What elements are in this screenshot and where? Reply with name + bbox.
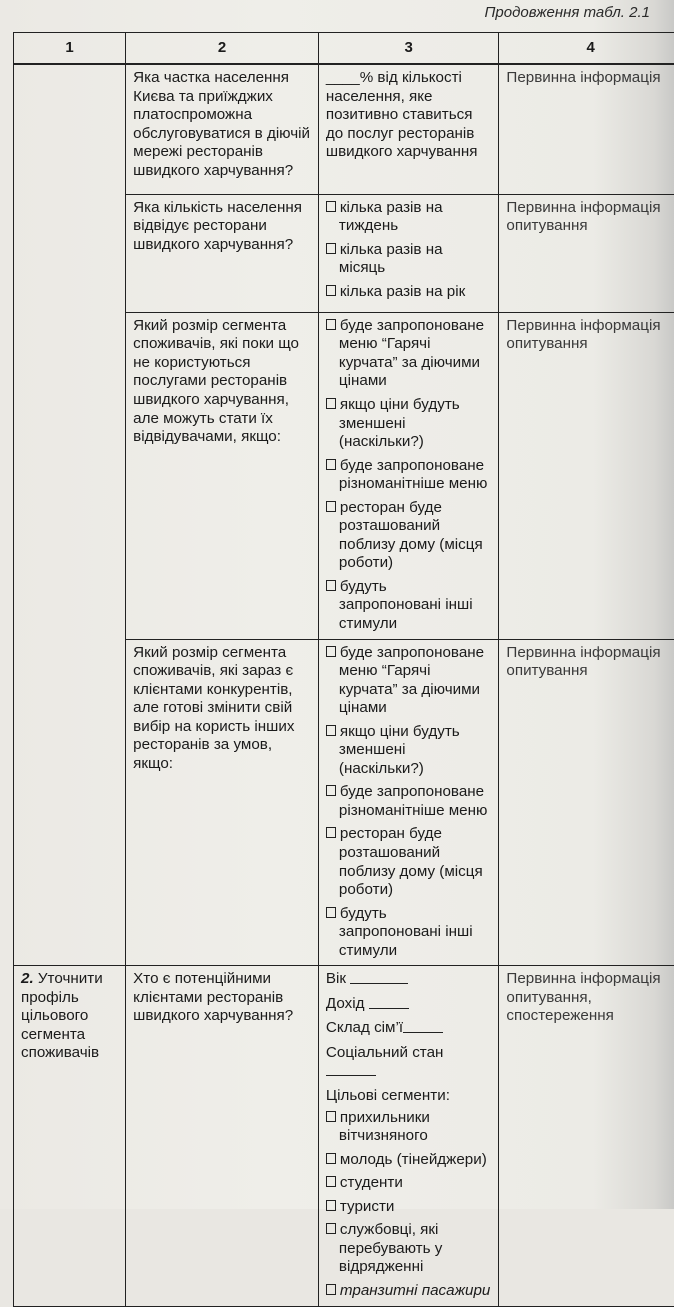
- question-cell: Який розмір сегмента споживачів, які поки що не користуються послугами ресторанів швидкого харчування, але можуть стати їх відвідувачами, якщо:: [126, 312, 319, 639]
- table-row: [14, 194, 674, 312]
- goal-cell: [14, 966, 126, 1306]
- checkbox-icon: [326, 201, 336, 212]
- source-cell: Первинна інформація: [499, 64, 674, 194]
- option-item: транзитні пасажири: [326, 1282, 493, 1301]
- profile-field: Вік: [326, 970, 493, 989]
- option-item: кілька разів на рік: [326, 283, 493, 302]
- option-item: кілька разів на місяць: [326, 241, 493, 278]
- checkbox-icon: [326, 285, 336, 296]
- header-col-1: 1: [14, 33, 126, 65]
- checkbox-icon: [326, 646, 336, 657]
- answer-text: % від кількості населення, яке позитивно ставиться до послуг ресторанів швидкого харчування: [326, 69, 478, 160]
- option-item: кілька разів на тиждень: [326, 199, 493, 236]
- option-item: молодь (тінейджери): [326, 1151, 493, 1170]
- goal-text: Уточнити профіль цільового сегмента споживачів: [21, 970, 103, 1061]
- fields-cell: [318, 966, 499, 1306]
- checkbox-icon: [326, 725, 336, 736]
- checkbox-icon: [326, 459, 336, 470]
- checkbox-icon: [326, 1284, 336, 1295]
- checkbox-icon: [326, 1153, 336, 1164]
- option-item: прихильники вітчизняного: [326, 1109, 493, 1146]
- checkbox-icon: [326, 243, 336, 254]
- option-item: туристи: [326, 1198, 493, 1217]
- option-item: ресторан буде розташований поблизу дому (місця роботи): [326, 825, 493, 899]
- profile-field: Соціальний стан: [326, 1044, 493, 1081]
- question-cell: Хто є потенційними клієнтами ресторанів швидкого харчування?: [126, 966, 319, 1306]
- answer-cell: [318, 64, 499, 194]
- source-cell: Первинна інформація опитування: [499, 639, 674, 966]
- goal-cell: [14, 639, 126, 966]
- source-cell: Первинна інформація опитування: [499, 312, 674, 639]
- option-item: будуть запропоновані інші стимули: [326, 905, 493, 961]
- header-row: [14, 33, 674, 65]
- table-caption: Продовження табл. 2.1: [485, 4, 650, 21]
- profile-field: Склад сім’ї: [326, 1019, 493, 1038]
- source-cell: Первинна інформація опитування, спостереження: [499, 966, 674, 1306]
- answer-blank: ____: [326, 69, 360, 86]
- option-item: буде запропоноване різноманітніше меню: [326, 457, 493, 494]
- goal-cell: [14, 64, 126, 194]
- checkbox-icon: [326, 1176, 336, 1187]
- checkbox-icon: [326, 827, 336, 838]
- header-col-2: 2: [126, 33, 319, 65]
- checkbox-icon: [326, 1223, 336, 1234]
- option-item: студенти: [326, 1174, 493, 1193]
- option-item: будуть запропоновані інші стимули: [326, 578, 493, 634]
- checkbox-icon: [326, 501, 336, 512]
- checkbox-icon: [326, 1111, 336, 1122]
- goal-cell: [14, 312, 126, 639]
- question-cell: Яка частка населення Києва та приїжджих платоспроможна обслуговуватися в діючій мережі ресторанів швидкого харчування?: [126, 64, 319, 194]
- option-item: якщо ціни будуть зменшені (наскільки?): [326, 396, 493, 452]
- header-col-4: 4: [499, 33, 674, 65]
- options-cell: [318, 194, 499, 312]
- table-row: [14, 312, 674, 639]
- checkbox-icon: [326, 319, 336, 330]
- options-cell: [318, 639, 499, 966]
- goal-number: 2.: [21, 970, 34, 987]
- segments-label: Цільові сегменти:: [326, 1087, 493, 1106]
- header-col-3: 3: [318, 33, 499, 65]
- table-row: [14, 966, 674, 1306]
- table-row: [14, 639, 674, 966]
- option-item: буде запропоноване меню “Гарячі курчата” за діючими цінами: [326, 317, 493, 391]
- checkbox-icon: [326, 785, 336, 796]
- option-item: ресторан буде розташований поблизу дому (місця роботи): [326, 499, 493, 573]
- profile-field: Дохід: [326, 995, 493, 1014]
- question-cell: Який розмір сегмента споживачів, які зараз є клієнтами конкурентів, але готові змінити свій вибір на користь інших ресторанів за умов, якщо:: [126, 639, 319, 966]
- questions-table: [13, 32, 674, 1307]
- checkbox-icon: [326, 580, 336, 591]
- checkbox-icon: [326, 907, 336, 918]
- question-cell: Яка кількість населення відвідує ресторани швидкого харчування?: [126, 194, 319, 312]
- option-item: службовці, які перебувають у відрядженні: [326, 1221, 493, 1277]
- options-cell: [318, 312, 499, 639]
- checkbox-icon: [326, 1200, 336, 1211]
- goal-cell: [14, 194, 126, 312]
- source-cell: Первинна інформація опитування: [499, 194, 674, 312]
- option-item: буде запропоноване різноманітніше меню: [326, 783, 493, 820]
- option-item: якщо ціни будуть зменшені (наскільки?): [326, 723, 493, 779]
- table-row: [14, 64, 674, 194]
- checkbox-icon: [326, 398, 336, 409]
- option-item: буде запропоноване меню “Гарячі курчата” за діючими цінами: [326, 644, 493, 718]
